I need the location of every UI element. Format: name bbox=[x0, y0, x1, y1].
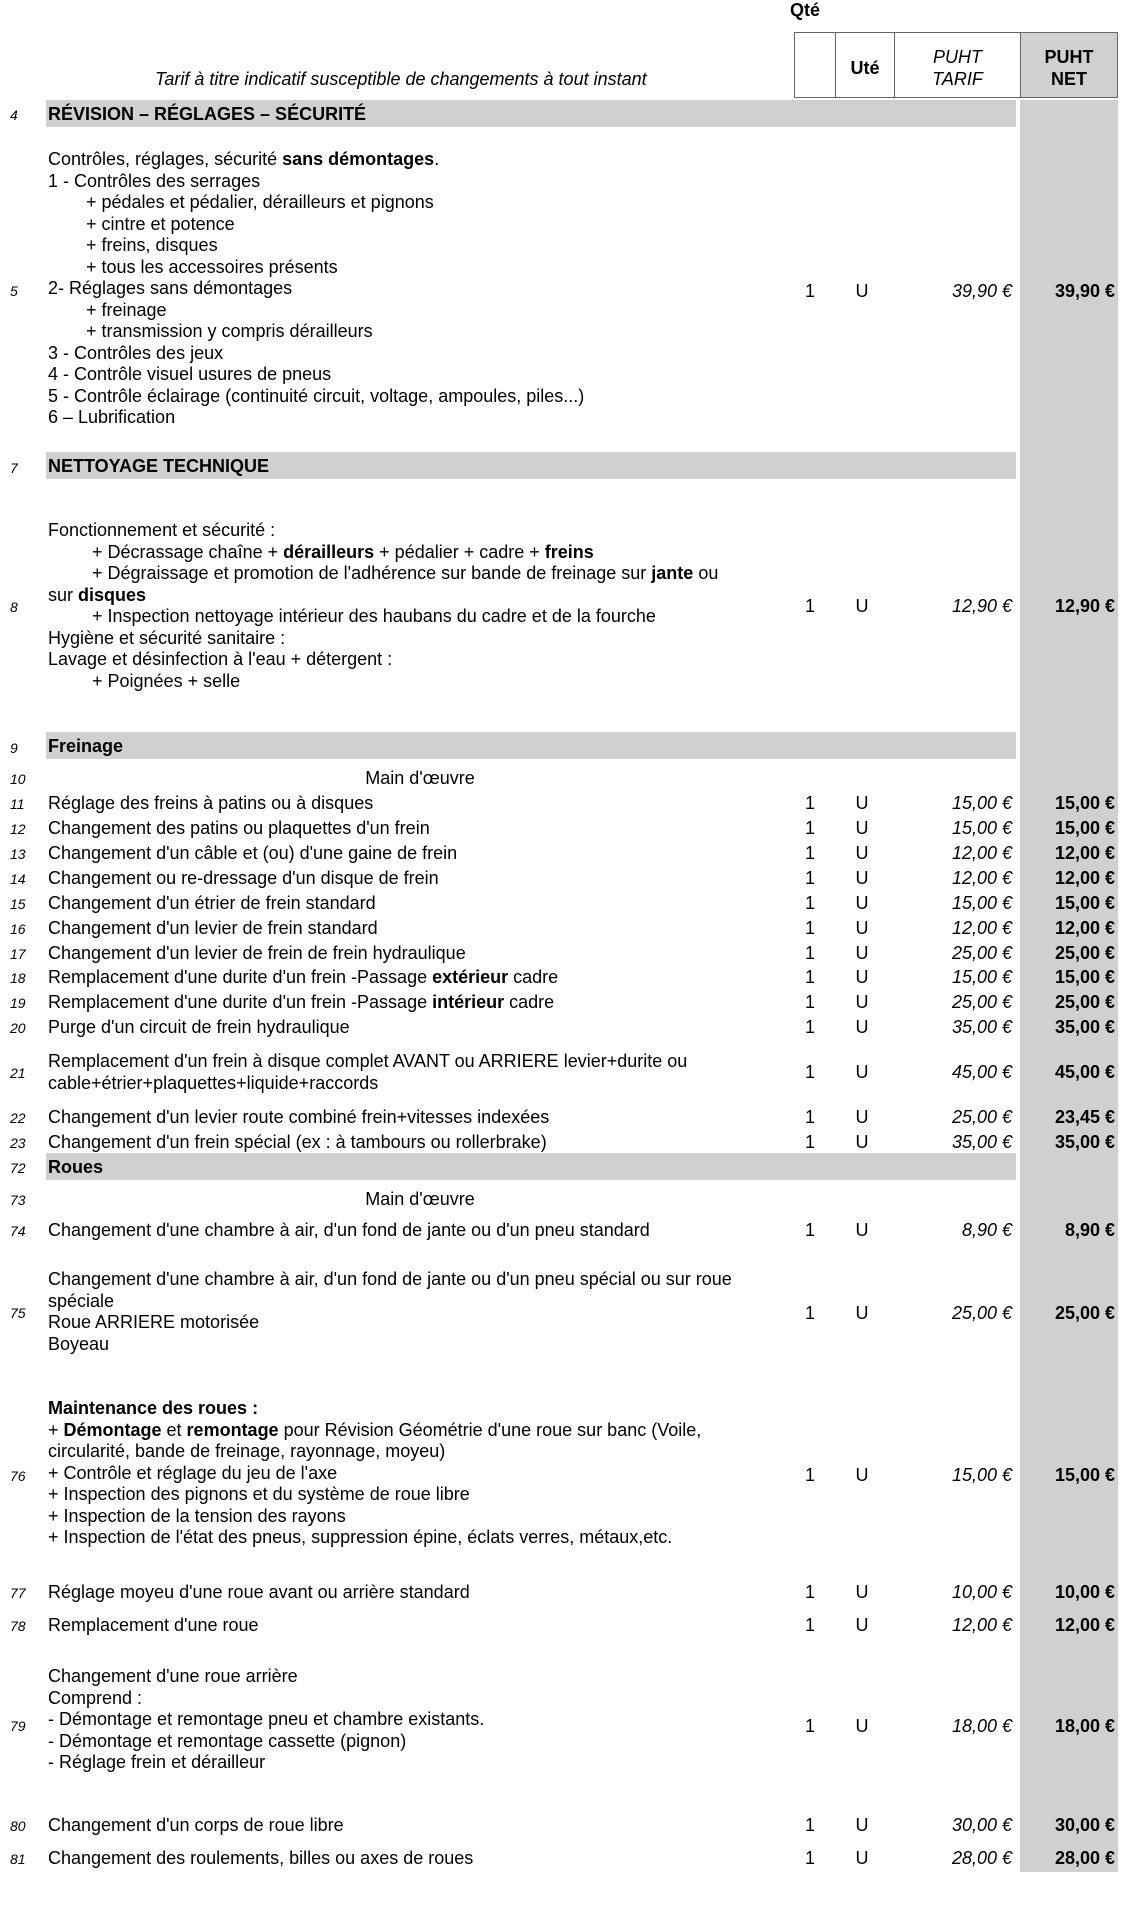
main-oeuvre-label: Main d'œuvre bbox=[365, 768, 475, 788]
price-tarif: 10,00 € bbox=[951, 1582, 1012, 1602]
row-description: Changement des roulements, billes ou axes de roues bbox=[48, 1848, 474, 1868]
price-tarif: 15,00 € bbox=[951, 1465, 1012, 1485]
qty: 1 bbox=[804, 918, 815, 938]
price-tarif: 15,00 € bbox=[951, 793, 1012, 813]
section-title-nettoyage: NETTOYAGE TECHNIQUE bbox=[48, 456, 270, 476]
price-tarif: 12,00 € bbox=[951, 868, 1012, 888]
main-oeuvre-label: Main d'œuvre bbox=[365, 1189, 475, 1209]
row-number: 14 bbox=[10, 871, 26, 887]
qty: 1 bbox=[804, 893, 815, 913]
unit: U bbox=[855, 1465, 869, 1485]
price-net: 28,00 € bbox=[1054, 1848, 1115, 1868]
line: + cintre et potence bbox=[86, 213, 235, 234]
row-number: 77 bbox=[10, 1585, 26, 1601]
qty: 1 bbox=[804, 843, 815, 863]
row-number: 78 bbox=[10, 1618, 26, 1634]
qty: 1 bbox=[804, 967, 815, 987]
row-number: 15 bbox=[10, 896, 26, 912]
price-tarif: 35,00 € bbox=[951, 1132, 1012, 1152]
unit: U bbox=[855, 943, 869, 963]
qty: 1 bbox=[804, 1716, 815, 1736]
unit: U bbox=[855, 1220, 869, 1240]
unit: U bbox=[855, 1848, 869, 1868]
line: 2- Réglages sans démontages bbox=[48, 278, 293, 298]
line: 4 - Contrôle visuel usures de pneus bbox=[48, 364, 332, 384]
row-number: 81 bbox=[10, 1851, 26, 1867]
unit: U bbox=[855, 1303, 869, 1323]
price-tarif: 30,00 € bbox=[951, 1815, 1012, 1835]
qty: 1 bbox=[804, 1582, 815, 1602]
line: + freins, disques bbox=[86, 235, 218, 255]
row-number: 18 bbox=[10, 970, 26, 986]
section-title-freinage: Freinage bbox=[48, 736, 124, 756]
price-net: 25,00 € bbox=[1054, 1303, 1115, 1323]
row-number: 9 bbox=[10, 740, 18, 756]
row-number: 17 bbox=[10, 946, 26, 962]
price-net: 35,00 € bbox=[1054, 1017, 1115, 1037]
qty: 1 bbox=[804, 1615, 815, 1635]
qty: 1 bbox=[804, 596, 815, 616]
price-tarif: 12,90 € bbox=[951, 596, 1012, 616]
price-net: 12,90 € bbox=[1054, 596, 1115, 616]
row-number: 72 bbox=[10, 1160, 26, 1176]
puht-tarif-header bbox=[895, 46, 1020, 90]
row-description: Changement d'un levier de frein de frein hydraulique bbox=[48, 943, 466, 963]
qty: 1 bbox=[804, 943, 815, 963]
row-description: Changement d'un levier route combiné frein+vitesses indexées bbox=[48, 1107, 550, 1127]
price-net: 12,00 € bbox=[1054, 918, 1115, 938]
unit: U bbox=[855, 818, 869, 838]
unit: U bbox=[855, 1582, 869, 1602]
row-number: 8 bbox=[10, 599, 18, 615]
unit: U bbox=[855, 1815, 869, 1835]
row-description: Changement d'une chambre à air, d'un fond de jante ou d'un pneu standard bbox=[48, 1220, 650, 1240]
qty: 1 bbox=[804, 1303, 815, 1323]
unit: U bbox=[855, 1132, 869, 1152]
price-net: 15,00 € bbox=[1054, 1465, 1115, 1485]
qty: 1 bbox=[804, 1062, 815, 1082]
line: + Inspection des pignons et du système de roue libre bbox=[48, 1484, 470, 1504]
line: Roue ARRIERE motorisée bbox=[48, 1312, 260, 1332]
row-number: 13 bbox=[10, 846, 26, 862]
unit: U bbox=[855, 967, 869, 987]
row-number: 23 bbox=[10, 1135, 26, 1151]
row-number: 16 bbox=[10, 921, 26, 937]
price-net: 15,00 € bbox=[1054, 793, 1115, 813]
price-net: 18,00 € bbox=[1054, 1716, 1115, 1736]
section-bar-freinage bbox=[46, 732, 1016, 759]
line: + Poignées + selle bbox=[92, 670, 241, 691]
line: + Démontage et remontage pour Révision Géométrie d'une roue sur banc (Voile, bbox=[48, 1419, 702, 1440]
unit: U bbox=[855, 793, 869, 813]
price-tarif: 25,00 € bbox=[951, 1107, 1012, 1127]
row-number: 19 bbox=[10, 995, 26, 1011]
price-net: 35,00 € bbox=[1054, 1132, 1115, 1152]
price-tarif: 15,00 € bbox=[951, 818, 1012, 838]
price-tarif: 25,00 € bbox=[951, 992, 1012, 1012]
line: Maintenance des roues : bbox=[48, 1398, 259, 1418]
row-number: 12 bbox=[10, 821, 26, 837]
qty: 1 bbox=[804, 1220, 815, 1240]
qty: 1 bbox=[804, 1815, 815, 1835]
line: cable+étrier+plaquettes+liquide+raccords bbox=[48, 1072, 379, 1093]
line: Fonctionnement et sécurité : bbox=[48, 520, 276, 540]
puht-net-header bbox=[1021, 46, 1117, 90]
unit: U bbox=[855, 868, 869, 888]
qty: 1 bbox=[804, 818, 815, 838]
line: Hygiène et sécurité sanitaire : bbox=[48, 627, 286, 648]
price-tarif: 28,00 € bbox=[951, 1848, 1012, 1868]
section-title-roues: Roues bbox=[48, 1157, 104, 1177]
row-description bbox=[48, 1051, 687, 1094]
unit: U bbox=[855, 893, 869, 913]
price-net: 12,00 € bbox=[1054, 1615, 1115, 1635]
line: + Inspection nettoyage intérieur des haubans du cadre et de la fourche bbox=[92, 606, 656, 626]
nettoyage-description bbox=[48, 520, 718, 692]
price-net: 23,45 € bbox=[1054, 1107, 1115, 1127]
unit: U bbox=[855, 1107, 869, 1127]
price-tarif: 25,00 € bbox=[951, 1303, 1012, 1323]
row-number: 7 bbox=[10, 460, 18, 476]
line: Contrôles, réglages, sécurité sans démontages. bbox=[48, 149, 440, 169]
qte-header: Qté bbox=[790, 0, 821, 20]
row-description: Remplacement d'une durite d'un frein -Passage extérieur cadre bbox=[48, 967, 559, 987]
row-number: 75 bbox=[10, 1305, 26, 1321]
line: + Décrassage chaîne + dérailleurs + pédalier + cadre + freins bbox=[92, 541, 594, 562]
unit: U bbox=[855, 596, 869, 616]
line: Remplacement d'un frein à disque complet AVANT ou ARRIERE levier+durite ou bbox=[48, 1051, 688, 1071]
qty: 1 bbox=[804, 868, 815, 888]
line: + transmission y compris dérailleurs bbox=[86, 321, 373, 341]
row-description: Réglage moyeu d'une roue avant ou arrière standard bbox=[48, 1582, 470, 1602]
row-description: Changement d'un corps de roue libre bbox=[48, 1815, 344, 1835]
line: + pédales et pédalier, dérailleurs et pignons bbox=[86, 192, 434, 212]
line: + Dégraissage et promotion de l'adhérence sur bande de freinage sur jante ou bbox=[92, 563, 719, 583]
price-tarif: 15,00 € bbox=[951, 967, 1012, 987]
price-tarif: 39,90 € bbox=[951, 281, 1012, 301]
row-description bbox=[48, 1666, 484, 1774]
row-number: 21 bbox=[10, 1065, 26, 1081]
row-description: Changement d'un frein spécial (ex : à tambours ou rollerbrake) bbox=[48, 1132, 547, 1152]
puht-net-line1: PUHT bbox=[1044, 47, 1094, 67]
price-net: 15,00 € bbox=[1054, 967, 1115, 987]
line: Changement d'une chambre à air, d'un fond de jante ou d'un pneu spécial ou sur roue bbox=[48, 1269, 732, 1289]
line: - Réglage frein et dérailleur bbox=[48, 1752, 266, 1772]
row-description: Changement d'un étrier de frein standard bbox=[48, 893, 376, 913]
revision-description bbox=[48, 149, 584, 429]
row-number: 74 bbox=[10, 1223, 26, 1239]
unit: U bbox=[855, 1615, 869, 1635]
unit: U bbox=[855, 1017, 869, 1037]
price-net: 15,00 € bbox=[1054, 893, 1115, 913]
qty: 1 bbox=[804, 793, 815, 813]
line: + freinage bbox=[86, 299, 167, 320]
row-number: 4 bbox=[10, 107, 18, 123]
price-tarif: 18,00 € bbox=[951, 1716, 1012, 1736]
row-description bbox=[48, 1269, 732, 1355]
qty: 1 bbox=[804, 1132, 815, 1152]
line: Changement d'une roue arrière bbox=[48, 1666, 298, 1686]
price-net: 25,00 € bbox=[1054, 992, 1115, 1012]
unit: U bbox=[855, 281, 869, 301]
line: Comprend : bbox=[48, 1687, 143, 1708]
unit: U bbox=[855, 843, 869, 863]
row-description: Changement d'un levier de frein standard bbox=[48, 918, 378, 938]
unit: U bbox=[855, 918, 869, 938]
row-description: Changement des patins ou plaquettes d'un frein bbox=[48, 818, 430, 838]
line: - Démontage et remontage cassette (pignon) bbox=[48, 1730, 407, 1751]
unit: U bbox=[855, 1062, 869, 1082]
row-description: Remplacement d'une durite d'un frein -Passage intérieur cadre bbox=[48, 992, 555, 1012]
line: circularité, bande de freinage, rayonnage, moyeu) bbox=[48, 1441, 446, 1461]
line: 3 - Contrôles des jeux bbox=[48, 342, 224, 363]
price-tarif: 45,00 € bbox=[951, 1062, 1012, 1082]
qty: 1 bbox=[804, 1017, 815, 1037]
price-tarif: 12,00 € bbox=[951, 918, 1012, 938]
price-net: 12,00 € bbox=[1054, 843, 1115, 863]
qty: 1 bbox=[804, 1465, 815, 1485]
row-number: 79 bbox=[10, 1718, 26, 1734]
row-description: Changement d'un câble et (ou) d'une gaine de frein bbox=[48, 843, 458, 863]
row-description: Changement ou re-dressage d'un disque de frein bbox=[48, 868, 439, 888]
row-description: Réglage des freins à patins ou à disques bbox=[48, 793, 374, 813]
price-net: 30,00 € bbox=[1054, 1815, 1115, 1835]
price-tarif: 25,00 € bbox=[951, 943, 1012, 963]
puht-tarif-line1: PUHT bbox=[933, 47, 982, 67]
price-tarif: 8,90 € bbox=[961, 1220, 1012, 1240]
unit: U bbox=[855, 1716, 869, 1736]
price-net: 8,90 € bbox=[1064, 1220, 1115, 1240]
line: + Inspection de la tension des rayons bbox=[48, 1505, 346, 1526]
row-number: 73 bbox=[10, 1192, 26, 1208]
line: + tous les accessoires présents bbox=[86, 256, 338, 277]
row-number: 76 bbox=[10, 1468, 26, 1484]
line: + Inspection de l'état des pneus, suppression épine, éclats verres, métaux,etc. bbox=[48, 1527, 673, 1547]
price-tarif: 12,00 € bbox=[951, 843, 1012, 863]
unit: U bbox=[855, 992, 869, 1012]
row-number: 11 bbox=[10, 796, 25, 812]
price-tarif: 35,00 € bbox=[951, 1017, 1012, 1037]
price-net: 25,00 € bbox=[1054, 943, 1115, 963]
row-number: 22 bbox=[10, 1110, 26, 1126]
row-description: Purge d'un circuit de frein hydraulique bbox=[48, 1017, 350, 1037]
qty: 1 bbox=[804, 1107, 815, 1127]
price-tarif: 12,00 € bbox=[951, 1615, 1012, 1635]
puht-net-line2: NET bbox=[1051, 69, 1087, 89]
row-number: 20 bbox=[10, 1020, 26, 1036]
section-title-revision: RÉVISION – RÉGLAGES – SÉCURITÉ bbox=[48, 104, 367, 124]
disclaimer: Tarif à titre indicatif susceptible de changements à tout instant bbox=[155, 69, 647, 89]
line: 6 – Lubrification bbox=[48, 407, 176, 427]
row-number: 80 bbox=[10, 1818, 26, 1834]
line: - Démontage et remontage pneu et chambre existants. bbox=[48, 1709, 485, 1729]
qty: 1 bbox=[804, 992, 815, 1012]
line: 1 - Contrôles des serrages bbox=[48, 170, 261, 191]
price-tarif: 15,00 € bbox=[951, 893, 1012, 913]
row-description: Remplacement d'une roue bbox=[48, 1615, 259, 1635]
puht-tarif-line2: TARIF bbox=[932, 69, 983, 89]
row-number: 10 bbox=[10, 771, 26, 787]
price-net: 39,90 € bbox=[1054, 281, 1115, 301]
line: spéciale bbox=[48, 1290, 115, 1311]
line: + Contrôle et réglage du jeu de l'axe bbox=[48, 1462, 338, 1483]
price-net: 12,00 € bbox=[1054, 868, 1115, 888]
price-net: 45,00 € bbox=[1054, 1062, 1115, 1082]
row-number: 5 bbox=[10, 283, 18, 299]
qty: 1 bbox=[804, 1848, 815, 1868]
line: sur disques bbox=[48, 584, 147, 605]
price-net: 10,00 € bbox=[1054, 1582, 1115, 1602]
line: Lavage et désinfection à l'eau + détergent : bbox=[48, 649, 393, 669]
line: Boyeau bbox=[48, 1333, 110, 1354]
price-net: 15,00 € bbox=[1054, 818, 1115, 838]
section-bar-roues bbox=[46, 1153, 1016, 1180]
row-description bbox=[48, 1398, 701, 1549]
ute-header: Uté bbox=[850, 58, 880, 78]
qty: 1 bbox=[804, 281, 815, 301]
line: 5 - Contrôle éclairage (continuité circuit, voltage, ampoules, piles...) bbox=[48, 385, 585, 406]
